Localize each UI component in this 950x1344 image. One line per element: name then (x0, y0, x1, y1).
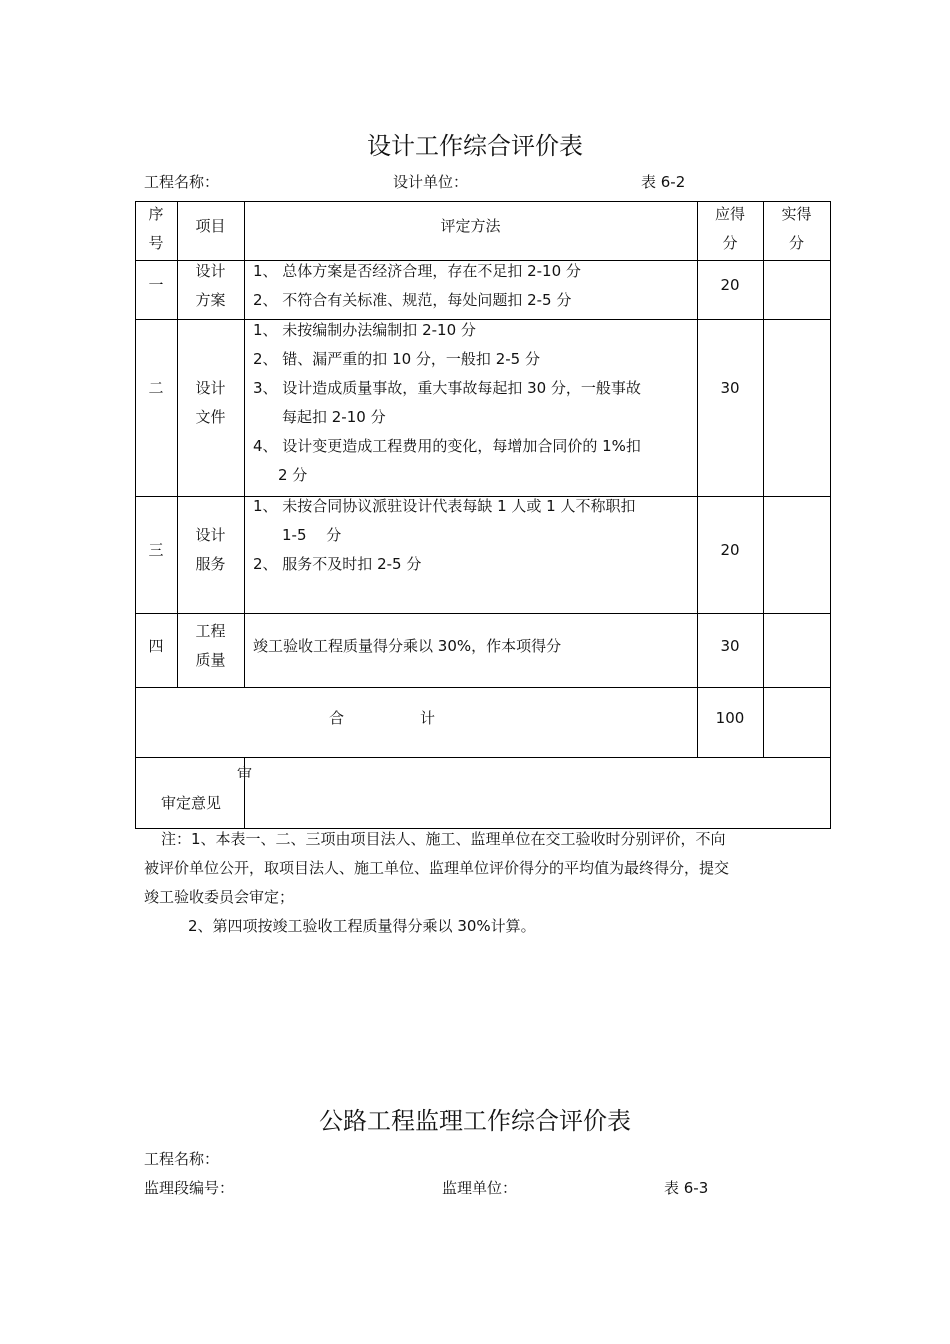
total-label-2: 计 (420, 709, 436, 727)
row-seq: 二 (148, 379, 164, 397)
header-seq: 序 号 (148, 205, 164, 252)
row-method: 竣工验收工程质量得分乘以 30%，作本项得分 (253, 637, 562, 655)
doc2-project-name-label: 工程名称： (144, 1150, 220, 1168)
review-char: 审 (237, 765, 253, 783)
row-method: 1、 未按编制办法编制扣 2-10 分 2、 错、漏严重的扣 10 分，一般扣 2-5 分 3、 设计造成质量事故，重大事故每起扣 30 分，一般事故 每起扣 2-10 分 4、 设计变更造成工程费用的变化，每增加合同价的 1%扣 2 分 (253, 321, 641, 484)
total-max-score: 100 (715, 709, 745, 727)
total-label-1: 合 (329, 709, 345, 727)
doc-title: 设计工作综合评价表 (367, 132, 583, 160)
row-item: 设计 方案 (195, 262, 226, 309)
row-method: 1、 未按合同协议派驻设计代表每缺 1 人或 1 人不称职扣 1-5 分 2、 服务不及时扣 2-5 分 (253, 497, 636, 573)
doc2-table-number: 表 6-3 (664, 1179, 709, 1197)
table-number: 表 6-2 (641, 173, 686, 191)
header-actual-score: 实得 分 (781, 205, 812, 252)
project-name-label: 工程名称： (144, 173, 220, 191)
row-item: 设计 服务 (195, 526, 226, 573)
header-max-score: 应得 分 (714, 205, 745, 252)
row-max-score: 30 (720, 637, 740, 655)
row-max-score: 30 (720, 379, 740, 397)
notes: 注：1、本表一、二、三项由项目法人、施工、监理单位在交工验收时分别评价，不向 被评价单位公开，取项目法人、施工单位、监理单位评价得分的平均值为最终得分，提交 竣工验收委员会审定； 2、第四项按竣工验收工程质量得分乘以 30%计算。 (144, 830, 730, 935)
row-seq: 三 (148, 541, 164, 559)
row-item: 工程 质量 (195, 622, 226, 669)
doc2-title: 公路工程监理工作综合评价表 (319, 1107, 631, 1135)
row-seq: 四 (148, 637, 164, 655)
doc2-section-number-label: 监理段编号： (144, 1179, 235, 1197)
row-method: 1、 总体方案是否经济合理，存在不足扣 2-10 分 2、 不符合有关标准、规范，每处问题扣 2-5 分 (253, 262, 581, 309)
row-seq: 一 (148, 276, 164, 294)
row-max-score: 20 (720, 541, 740, 559)
review-label: 审定意见 (161, 794, 222, 812)
doc2-supervision-unit-label: 监理单位： (442, 1179, 518, 1197)
header-method: 评定方法 (440, 217, 501, 235)
row-item: 设计 文件 (195, 379, 226, 426)
design-unit-label: 设计单位： (393, 173, 469, 191)
row-max-score: 20 (720, 276, 740, 294)
header-item: 项目 (195, 217, 226, 235)
